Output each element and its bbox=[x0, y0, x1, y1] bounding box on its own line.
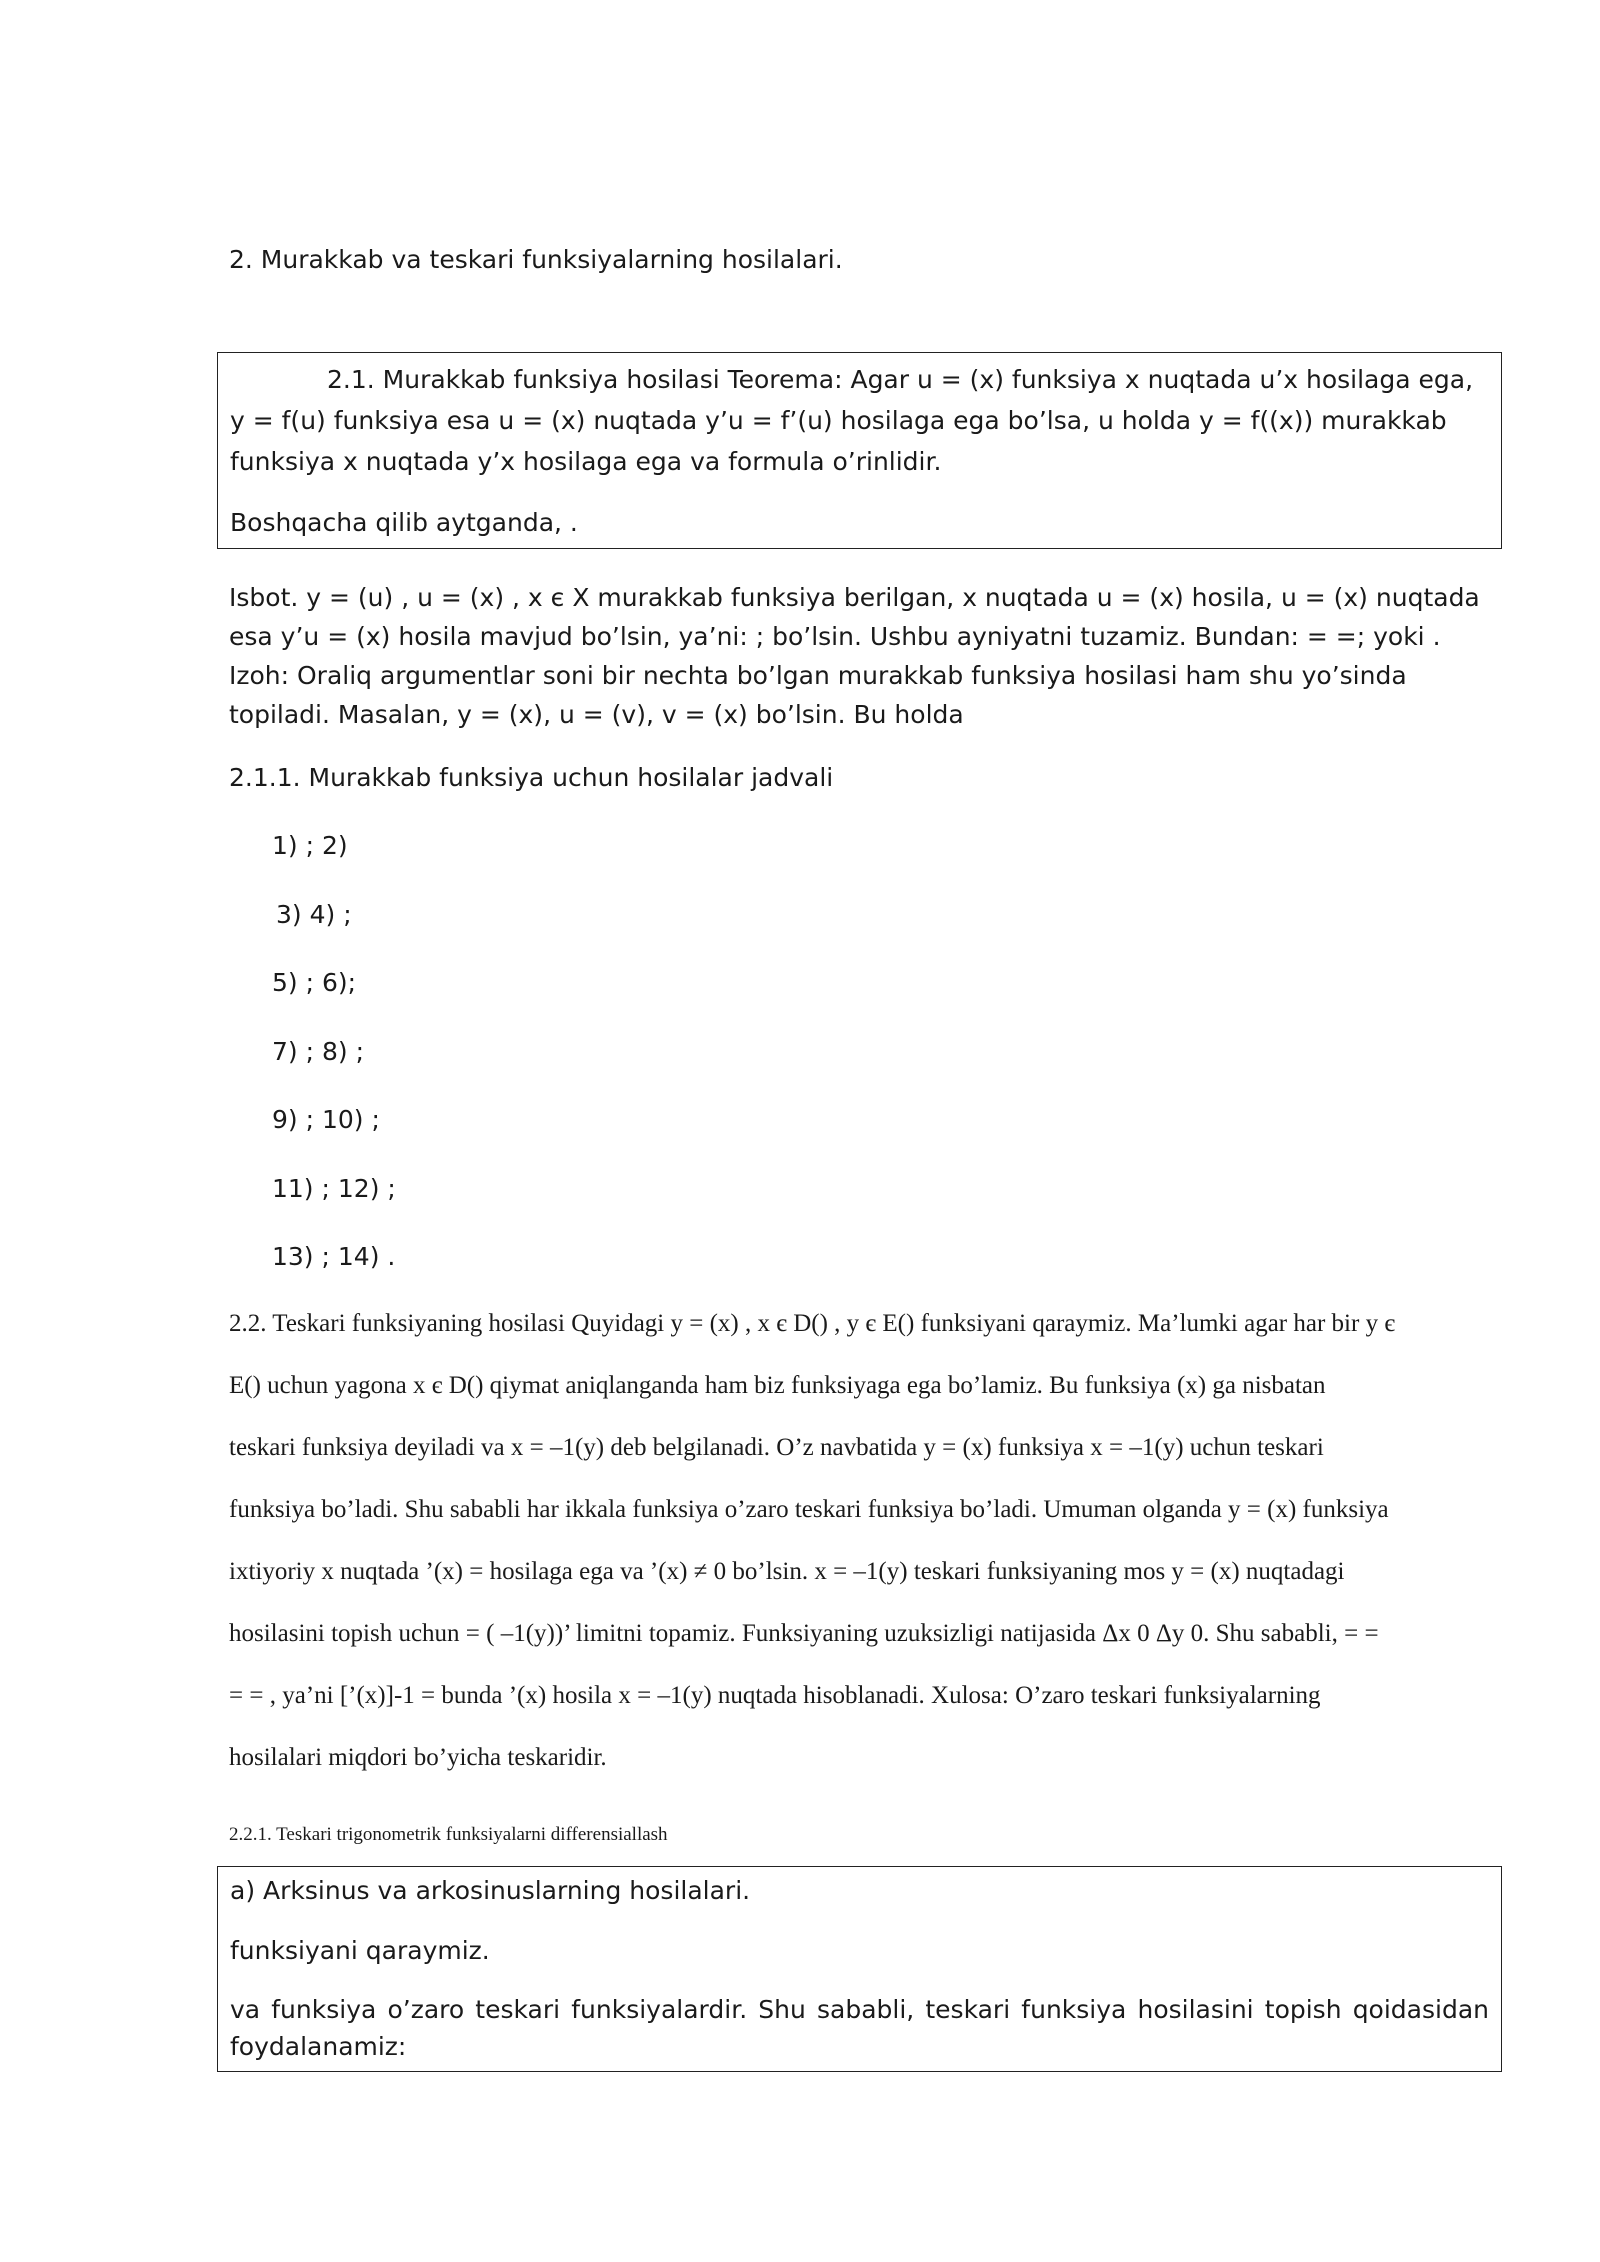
inverse-line: E() uchun yagona x є D() qiymat aniqlanganda ham biz funksiyaga ega bo’lamiz. Bu funksiya (x) ga nisbatan bbox=[229, 1372, 1326, 1399]
theorem-box bbox=[217, 352, 1502, 549]
derivative-row: 3) 4) ; bbox=[276, 900, 352, 929]
proof-paragraph: Isbot. y = (u) , u = (x) , x є X murakkab funksiya berilgan, x nuqtada u = (x) hosila, u = (x) nuqtada esa y’u = (x) hosila mavjud bo’lsin, ya’ni: ; bo’lsin. Ushbu ayniyatni tuzamiz. Bundan: = =; yoki . Izoh: Oraliq argumentlar soni bir nechta bo’lgan murakkab funksiya hosilasi ham shu yo’sinda topiladi. Masalan, y = (x), u = (v), v = (x) bo’lsin. Bu holda bbox=[229, 583, 1480, 729]
inverse-line: hosilasini topish uchun = ( –1(y))’ limitni topamiz. Funksiyaning uzuksizligi natijasida Δx 0 Δy 0. Shu sababli, = = bbox=[229, 1620, 1379, 1647]
derivative-row: 7) ; 8) ; bbox=[272, 1037, 365, 1066]
derivative-row: 9) ; 10) ; bbox=[272, 1105, 380, 1134]
arcsin-title: a) Arksinus va arkosinuslarning hosilalari. bbox=[230, 1876, 751, 1905]
derivative-row: 1) ; 2) bbox=[272, 831, 348, 860]
inverse-line: funksiya bo’ladi. Shu sababli har ikkala funksiya o’zaro teskari funksiya bo’ladi. Umuman olganda y = (x) funksiya bbox=[229, 1496, 1389, 1523]
derivative-row: 5) ; 6); bbox=[272, 968, 357, 997]
derivatives-table-heading: 2.1.1. Murakkab funksiya uchun hosilalar jadvali bbox=[229, 763, 834, 792]
arcsin-line-2: funksiyani qaraymiz. bbox=[230, 1936, 490, 1965]
derivative-row: 13) ; 14) . bbox=[272, 1242, 396, 1271]
inverse-line: 2.2. Teskari funksiyaning hosilasi Quyidagi y = (x) , x є D() , y є E() funksiyani qaraymiz. Ma’lumki agar har bir y є bbox=[229, 1310, 1396, 1337]
theorem-paragraph: 2.1. Murakkab funksiya hosilasi Teorema: Agar u = (x) funksiya x nuqtada u’x hosilaga ega, y = f(u) funksiya esa u = (x) nuqtada y’u = f’(u) hosilaga ega bo’lsa, u holda y = f((x)) murakkab funksiya x nuqtada y’x hosilaga ega va formula o’rinlidir. bbox=[230, 365, 1474, 476]
inverse-function-section bbox=[229, 1293, 1504, 1789]
derivative-row: 11) ; 12) ; bbox=[272, 1174, 396, 1203]
inverse-line: = = , ya’ni [’(x)]-1 = bunda ’(x) hosila x = –1(y) nuqtada hisoblanadi. Xulosa: O’zaro teskari funksiyalarning bbox=[229, 1682, 1321, 1709]
arcsin-line-3: va funksiya o’zaro teskari funksiyalardir. Shu sababli, teskari funksiya hosilasini topish qoidasidan foydalanamiz: bbox=[230, 1995, 1489, 2061]
arcsin-box bbox=[217, 1866, 1502, 2072]
trig-heading: 2.2.1. Teskari trigonometrik funksiyalarni differensiallash bbox=[229, 1824, 668, 1845]
inverse-line: hosilalari miqdori bo’yicha teskaridir. bbox=[229, 1744, 607, 1771]
section-title: 2. Murakkab va teskari funksiyalarning hosilalari. bbox=[229, 245, 843, 274]
theorem-other-words: Boshqacha qilib aytganda, . bbox=[230, 508, 578, 537]
inverse-line: ixtiyoriy x nuqtada ’(x) = hosilaga ega va ’(x) ≠ 0 bo’lsin. x = –1(y) teskari funksiyaning mos y = (x) nuqtadagi bbox=[229, 1558, 1345, 1585]
inverse-line: teskari funksiya deyiladi va x = –1(y) deb belgilanadi. O’z navbatida y = (x) funksiya x = –1(y) uchun teskari bbox=[229, 1434, 1324, 1461]
